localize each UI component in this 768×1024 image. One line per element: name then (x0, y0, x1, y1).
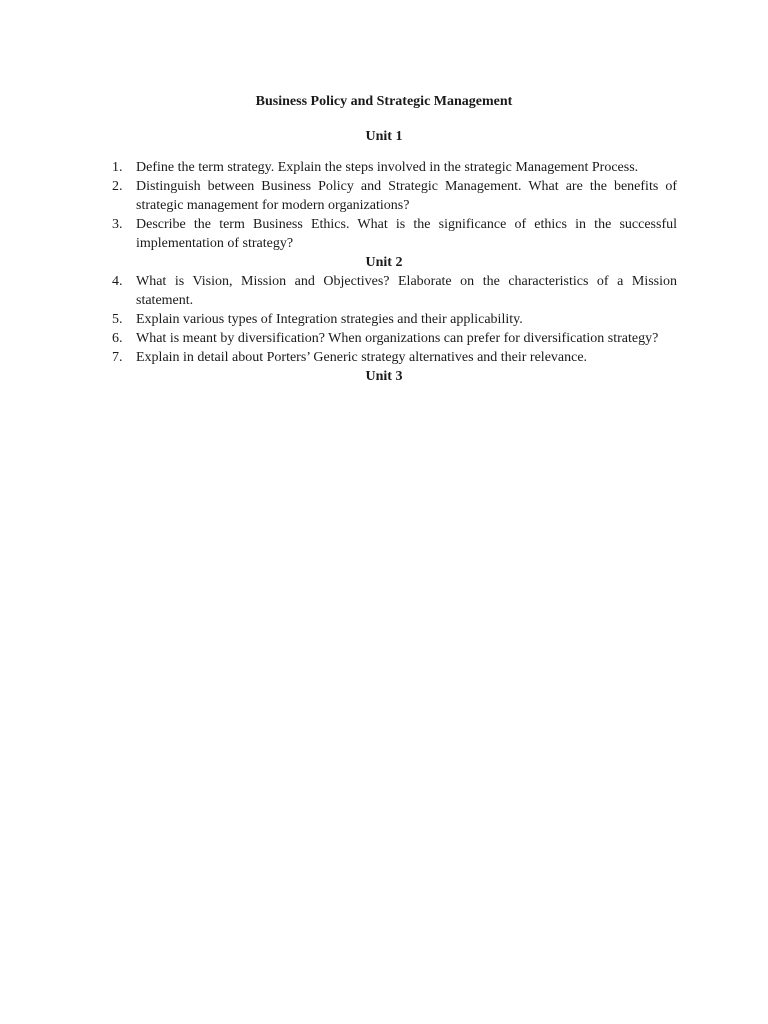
question-number: 7. (112, 350, 123, 365)
question-text: Distinguish between Business Policy and Strategic Management. What are the benefits of strategic management for modern organizations? (136, 179, 677, 213)
question-item (112, 177, 677, 215)
question-item (112, 329, 677, 348)
title-wrap (0, 92, 768, 111)
question-item (112, 158, 677, 177)
question-item (112, 310, 677, 329)
question-list-unit-1 (112, 158, 677, 253)
question-list-unit-2 (112, 272, 677, 367)
question-item (112, 215, 677, 253)
question-item (112, 348, 677, 367)
question-number: 1. (112, 160, 123, 175)
unit-heading-1: Unit 1 (365, 129, 403, 144)
question-number: 4. (112, 274, 123, 289)
unit-heading-3: Unit 3 (365, 369, 403, 384)
document-content (0, 92, 768, 386)
question-text: Explain various types of Integration strategies and their applicability. (136, 312, 523, 327)
question-number: 2. (112, 179, 123, 194)
question-number: 5. (112, 312, 123, 327)
question-text: What is meant by diversification? When organizations can prefer for diversification strategy? (136, 331, 659, 346)
question-number: 6. (112, 331, 123, 346)
question-number: 3. (112, 217, 123, 232)
question-text: Explain in detail about Porters’ Generic strategy alternatives and their relevance. (136, 350, 588, 365)
question-item (112, 272, 677, 310)
page-title: Business Policy and Strategic Management (255, 94, 513, 109)
question-text: Describe the term Business Ethics. What is the significance of ethics in the successful implementation of strategy? (136, 217, 677, 251)
question-text: What is Vision, Mission and Objectives? Elaborate on the characteristics of a Mission statement. (136, 274, 677, 308)
question-text: Define the term strategy. Explain the steps involved in the strategic Management Process. (136, 160, 639, 175)
unit-heading-2: Unit 2 (365, 255, 403, 270)
